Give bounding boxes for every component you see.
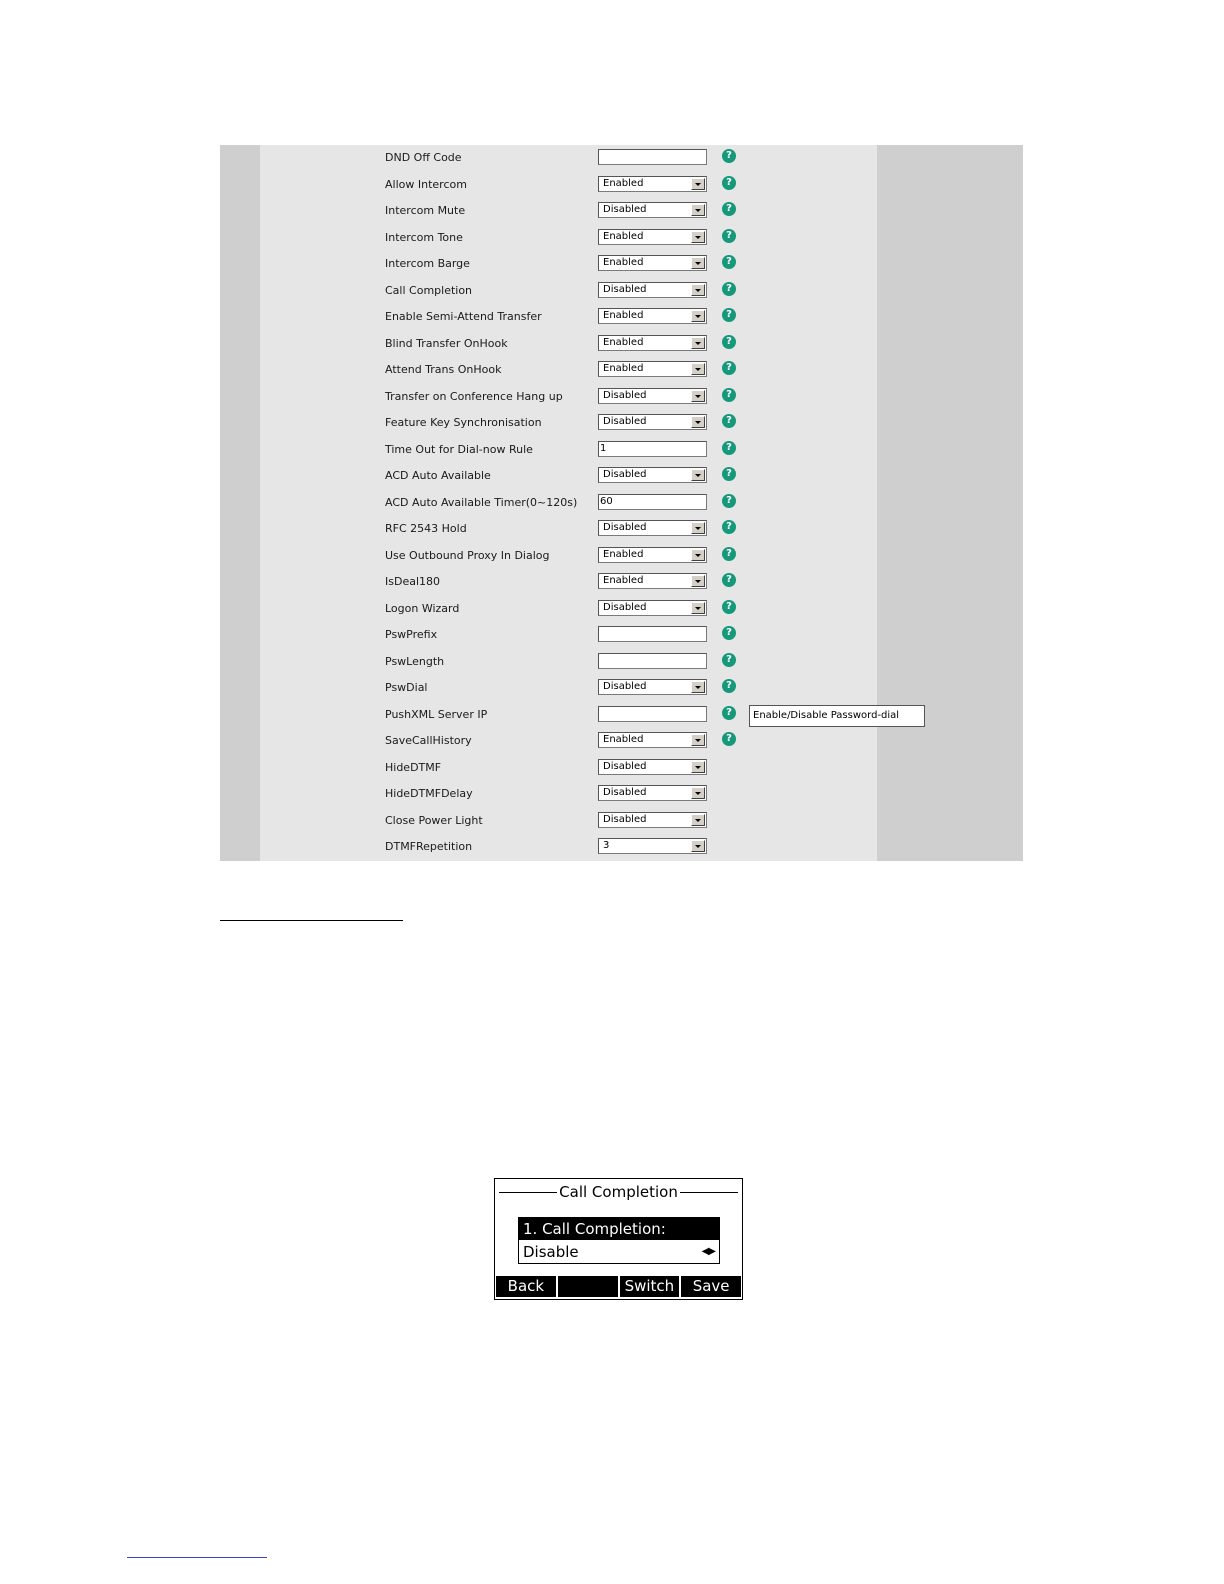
- setting-select[interactable]: [598, 229, 707, 245]
- left-right-arrows-icon[interactable]: ◀▶: [701, 1246, 715, 1257]
- setting-select[interactable]: [598, 573, 707, 589]
- help-icon[interactable]: ?: [722, 414, 736, 428]
- help-icon[interactable]: ?: [722, 547, 736, 561]
- setting-label: Time Out for Dial-now Rule: [385, 442, 533, 456]
- setting-label: Transfer on Conference Hang up: [385, 389, 563, 403]
- setting-label: Use Outbound Proxy In Dialog: [385, 548, 550, 562]
- help-icon[interactable]: ?: [722, 308, 736, 322]
- setting-row: [220, 306, 1023, 332]
- setting-value: Enabled: [603, 257, 644, 268]
- softkey-blank[interactable]: [558, 1276, 618, 1297]
- setting-select[interactable]: [598, 361, 707, 377]
- lcd-value: Disable: [523, 1243, 579, 1261]
- phone-lcd-screen: [494, 1178, 743, 1300]
- setting-value: Disabled: [603, 787, 647, 798]
- dropdown-arrow-icon[interactable]: [691, 284, 705, 296]
- help-icon[interactable]: ?: [722, 176, 736, 190]
- lcd-title: [495, 1182, 742, 1201]
- setting-label: RFC 2543 Hold: [385, 522, 467, 535]
- help-icon[interactable]: ?: [722, 653, 736, 667]
- setting-select[interactable]: [598, 520, 707, 536]
- help-icon[interactable]: ?: [722, 335, 736, 349]
- dropdown-arrow-icon[interactable]: [691, 734, 705, 746]
- setting-row: [220, 810, 1023, 836]
- setting-label: Intercom Tone: [385, 230, 463, 244]
- setting-value: Disabled: [603, 601, 647, 613]
- setting-input[interactable]: [598, 441, 707, 457]
- dropdown-arrow-icon[interactable]: [691, 840, 705, 852]
- help-icon[interactable]: ?: [722, 441, 736, 455]
- setting-value: Enabled: [603, 336, 644, 348]
- dropdown-arrow-icon[interactable]: [691, 602, 705, 614]
- setting-row: [220, 280, 1023, 306]
- setting-label: Call Completion: [385, 283, 473, 297]
- setting-label: ACD Auto Available Timer(0~120s): [385, 495, 578, 509]
- setting-row: [220, 465, 1023, 491]
- footer-link-underline: [127, 1557, 267, 1558]
- setting-value: Disabled: [603, 283, 647, 295]
- setting-value: Enabled: [603, 575, 644, 586]
- setting-input[interactable]: [598, 653, 707, 669]
- help-icon[interactable]: ?: [722, 573, 736, 587]
- dropdown-arrow-icon[interactable]: [691, 469, 705, 481]
- setting-label: Attend Trans OnHook: [385, 363, 502, 376]
- help-icon[interactable]: ?: [722, 520, 736, 534]
- setting-label: ACD Auto Available: [385, 469, 491, 482]
- softkey-back[interactable]: Back: [496, 1276, 556, 1297]
- setting-value: Disabled: [603, 416, 647, 427]
- setting-value: 3: [603, 840, 610, 851]
- help-icon[interactable]: ?: [722, 467, 736, 481]
- help-icon[interactable]: ?: [722, 732, 736, 746]
- setting-select[interactable]: [598, 547, 707, 563]
- setting-row: [220, 598, 1023, 624]
- dropdown-arrow-icon[interactable]: [691, 363, 705, 375]
- setting-value: Enabled: [603, 548, 644, 560]
- help-icon[interactable]: ?: [722, 282, 736, 296]
- help-tooltip: Enable/Disable Password-dial: [749, 705, 925, 727]
- setting-row: [220, 359, 1023, 385]
- setting-value: Disabled: [603, 204, 647, 215]
- setting-row: [220, 492, 1023, 518]
- help-icon[interactable]: ?: [722, 494, 736, 508]
- lcd-selected-item[interactable]: 1. Call Completion:: [519, 1218, 719, 1240]
- setting-select[interactable]: [598, 255, 707, 271]
- setting-select[interactable]: [598, 812, 707, 828]
- dropdown-arrow-icon[interactable]: [691, 204, 705, 216]
- help-icon[interactable]: ?: [722, 202, 736, 216]
- help-icon[interactable]: ?: [722, 255, 736, 269]
- lcd-title-text: Call Completion: [559, 1183, 678, 1201]
- setting-value: Disabled: [603, 522, 647, 533]
- setting-row: [220, 624, 1023, 650]
- dropdown-arrow-icon[interactable]: [691, 257, 705, 269]
- help-icon[interactable]: ?: [722, 229, 736, 243]
- setting-select[interactable]: [598, 600, 707, 616]
- setting-value: 1: [600, 442, 607, 454]
- setting-row: [220, 174, 1023, 200]
- setting-select[interactable]: [598, 467, 707, 483]
- setting-label: PswPrefix: [385, 628, 438, 641]
- setting-select[interactable]: [598, 282, 707, 298]
- setting-label: Blind Transfer OnHook: [385, 336, 508, 350]
- setting-select[interactable]: [598, 785, 707, 801]
- setting-select[interactable]: [598, 414, 707, 430]
- dropdown-arrow-icon[interactable]: [691, 310, 705, 322]
- setting-label: Feature Key Synchronisation: [385, 416, 542, 429]
- dropdown-arrow-icon[interactable]: [691, 178, 705, 190]
- setting-input[interactable]: [598, 706, 707, 722]
- setting-value: Disabled: [603, 681, 647, 692]
- setting-label: DTMFRepetition: [385, 840, 473, 853]
- setting-select[interactable]: [598, 732, 707, 748]
- setting-label: Close Power Light: [385, 813, 483, 827]
- setting-select[interactable]: [598, 759, 707, 775]
- setting-label: HideDTMF: [385, 760, 442, 774]
- setting-row: [220, 333, 1023, 359]
- help-icon[interactable]: ?: [722, 149, 736, 163]
- softkey-switch[interactable]: Switch: [620, 1276, 680, 1297]
- setting-select[interactable]: [598, 679, 707, 695]
- dropdown-arrow-icon[interactable]: [691, 231, 705, 243]
- setting-row: [220, 677, 1023, 703]
- setting-row: [220, 253, 1023, 279]
- setting-row: [220, 783, 1023, 809]
- setting-input[interactable]: [598, 626, 707, 642]
- setting-label: Logon Wizard: [385, 601, 460, 615]
- setting-row: [220, 200, 1023, 226]
- setting-row: [220, 571, 1023, 597]
- setting-value: Enabled: [603, 363, 644, 374]
- setting-select[interactable]: [598, 838, 707, 854]
- dropdown-arrow-icon[interactable]: [691, 549, 705, 561]
- help-icon[interactable]: ?: [722, 361, 736, 375]
- dropdown-arrow-icon[interactable]: [691, 814, 705, 826]
- setting-input[interactable]: [598, 494, 707, 510]
- setting-value: Enabled: [603, 310, 644, 321]
- setting-select[interactable]: [598, 388, 707, 404]
- setting-value: Disabled: [603, 389, 647, 401]
- setting-row: [220, 147, 1023, 173]
- setting-label: Intercom Barge: [385, 257, 470, 270]
- lcd-option-box: [518, 1217, 720, 1264]
- setting-value: Disabled: [603, 760, 647, 772]
- setting-label: IsDeal180: [385, 575, 441, 588]
- setting-value: Disabled: [603, 469, 647, 480]
- help-icon[interactable]: ?: [722, 388, 736, 402]
- dropdown-arrow-icon[interactable]: [691, 522, 705, 534]
- dropdown-arrow-icon[interactable]: [691, 390, 705, 402]
- setting-label: Allow Intercom: [385, 177, 467, 191]
- lcd-softkeys: [496, 1276, 741, 1297]
- settings-panel: [220, 145, 1023, 861]
- setting-row: [220, 439, 1023, 465]
- setting-input[interactable]: [598, 149, 707, 165]
- section-heading-underline: [220, 920, 403, 921]
- dropdown-arrow-icon[interactable]: [691, 787, 705, 799]
- help-icon[interactable]: ?: [722, 706, 736, 720]
- help-icon[interactable]: ?: [722, 600, 736, 614]
- lcd-value-row[interactable]: [519, 1241, 719, 1263]
- dropdown-arrow-icon[interactable]: [691, 337, 705, 349]
- setting-value: Enabled: [603, 230, 644, 242]
- setting-row: [220, 386, 1023, 412]
- dropdown-arrow-icon[interactable]: [691, 761, 705, 773]
- setting-label: HideDTMFDelay: [385, 787, 473, 800]
- help-icon[interactable]: ?: [722, 626, 736, 640]
- setting-value: Disabled: [603, 813, 647, 825]
- setting-label: Intercom Mute: [385, 204, 466, 217]
- setting-row: [220, 757, 1023, 783]
- setting-row: [220, 651, 1023, 677]
- setting-select[interactable]: [598, 335, 707, 351]
- dropdown-arrow-icon[interactable]: [691, 681, 705, 693]
- setting-row: [220, 518, 1023, 544]
- setting-label: PswDial: [385, 681, 428, 694]
- softkey-save[interactable]: Save: [681, 1276, 741, 1297]
- setting-row: [220, 836, 1023, 862]
- setting-label: SaveCallHistory: [385, 734, 472, 747]
- setting-row: [220, 730, 1023, 756]
- setting-value: 60: [600, 495, 613, 507]
- setting-value: Enabled: [603, 734, 644, 745]
- setting-label: Enable Semi-Attend Transfer: [385, 310, 542, 323]
- help-icon[interactable]: ?: [722, 679, 736, 693]
- setting-label: PushXML Server IP: [385, 707, 488, 721]
- setting-select[interactable]: [598, 176, 707, 192]
- dropdown-arrow-icon[interactable]: [691, 416, 705, 428]
- setting-value: Enabled: [603, 177, 644, 189]
- setting-row: [220, 545, 1023, 571]
- setting-label: PswLength: [385, 654, 445, 668]
- setting-row: [220, 227, 1023, 253]
- setting-label: DND Off Code: [385, 151, 462, 164]
- setting-select[interactable]: [598, 202, 707, 218]
- setting-row: [220, 412, 1023, 438]
- setting-select[interactable]: [598, 308, 707, 324]
- dropdown-arrow-icon[interactable]: [691, 575, 705, 587]
